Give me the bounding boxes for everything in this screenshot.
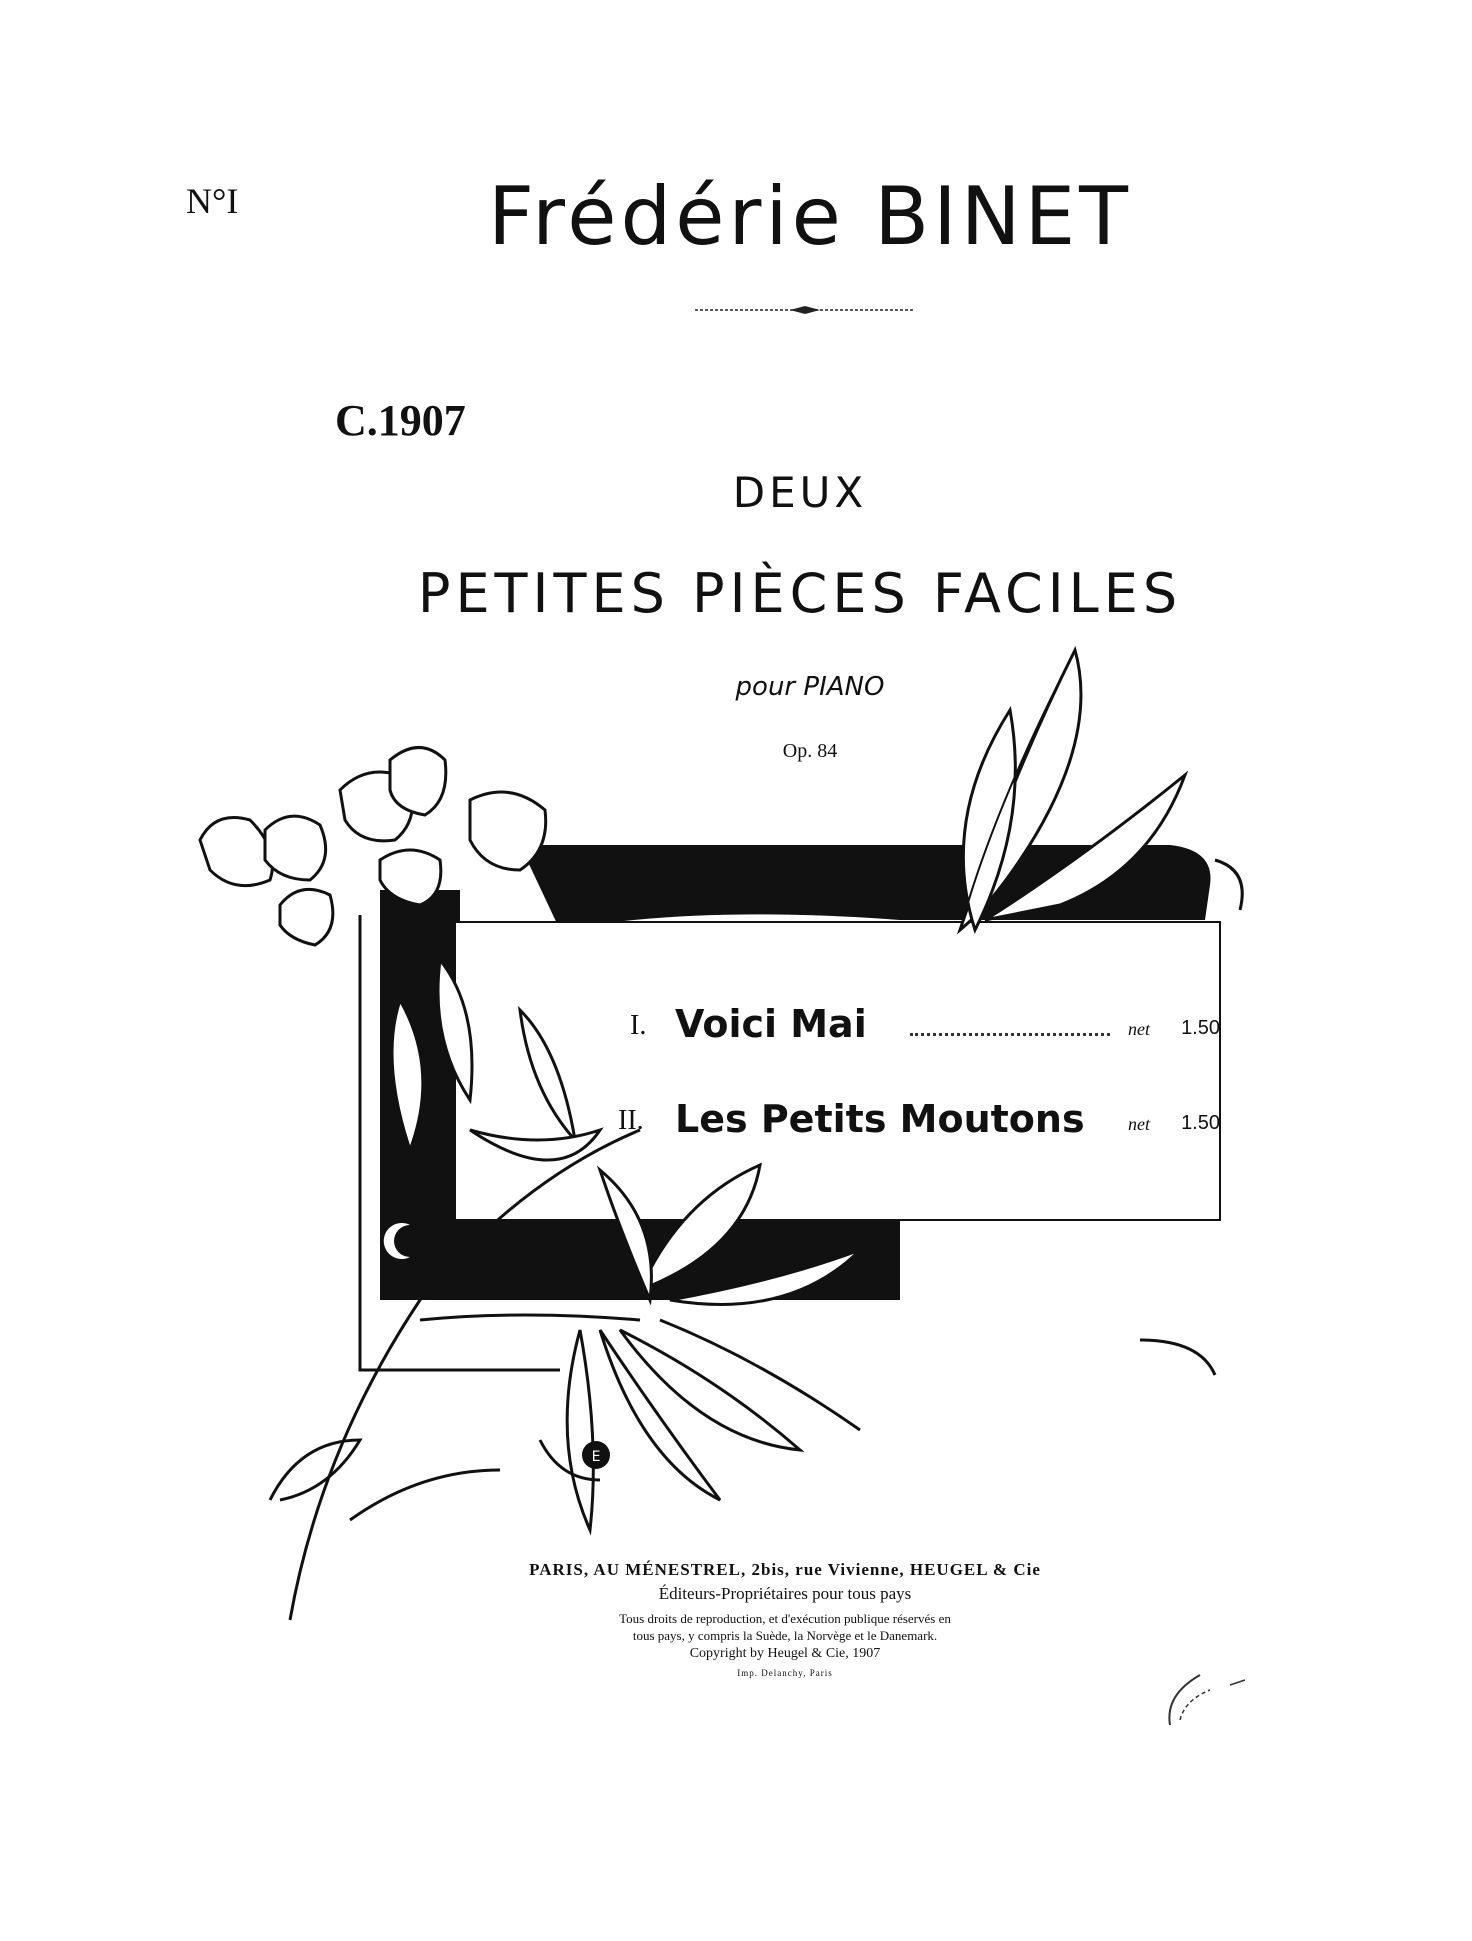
svg-text:E: E [591, 1449, 601, 1465]
piece-numeral: I. [630, 1010, 647, 1041]
publisher-address: PARIS, AU MÉNESTREL, 2bis, rue Vivienne, HEUGEL & Cie [529, 1560, 1041, 1579]
flower-bell-5 [470, 792, 546, 870]
library-stamp-icon [1160, 1665, 1250, 1735]
publisher-role: Éditeurs-Propriétaires pour tous pays [658, 1584, 912, 1603]
main-title: PETITES PIÈCES FACILES [417, 562, 1183, 625]
piece-row-1 [610, 990, 1230, 1050]
dot-leader [910, 1033, 1110, 1036]
flower-bell-2 [265, 816, 326, 880]
piece-net-label: net [1128, 1019, 1150, 1039]
subtitle: pour PIANO [735, 672, 885, 702]
flower-bell-1 [200, 818, 273, 886]
cover-number: N°I [186, 181, 239, 221]
piece-title: Les Petits Moutons [675, 1097, 1085, 1141]
title-panel [455, 922, 1220, 1220]
publisher-block [450, 1560, 1120, 1678]
lower-leaf-6 [567, 1330, 593, 1530]
date-stamp: C.1907 [335, 396, 466, 445]
copyright-line: Copyright by Heugel & Cie, 1907 [689, 1646, 881, 1661]
title-deux: DEUX [732, 468, 868, 517]
piece-net-label: net [1128, 1114, 1150, 1134]
composer-name: Frédérie BINET [487, 170, 1133, 263]
rights-notice [450, 1610, 1120, 1644]
piece-price: 1.50 [1181, 1017, 1220, 1039]
opus-number: Op. 84 [782, 740, 838, 762]
piece-row-2 [610, 1085, 1230, 1145]
rights-line-2: tous pays, y compris la Suède, la Norvège et le Danemark. [632, 1628, 938, 1643]
piece-numeral: II. [618, 1105, 644, 1136]
rights-line-1: Tous droits de reproduction, et d'exécution publique réservés en [619, 1611, 951, 1626]
flower-bell-6 [280, 889, 333, 945]
flower-bell-4 [390, 748, 446, 816]
printer-line: Imp. Delanchy, Paris [737, 1668, 833, 1678]
piece-price: 1.50 [1181, 1112, 1220, 1134]
piece-title: Voici Mai [675, 1002, 867, 1046]
